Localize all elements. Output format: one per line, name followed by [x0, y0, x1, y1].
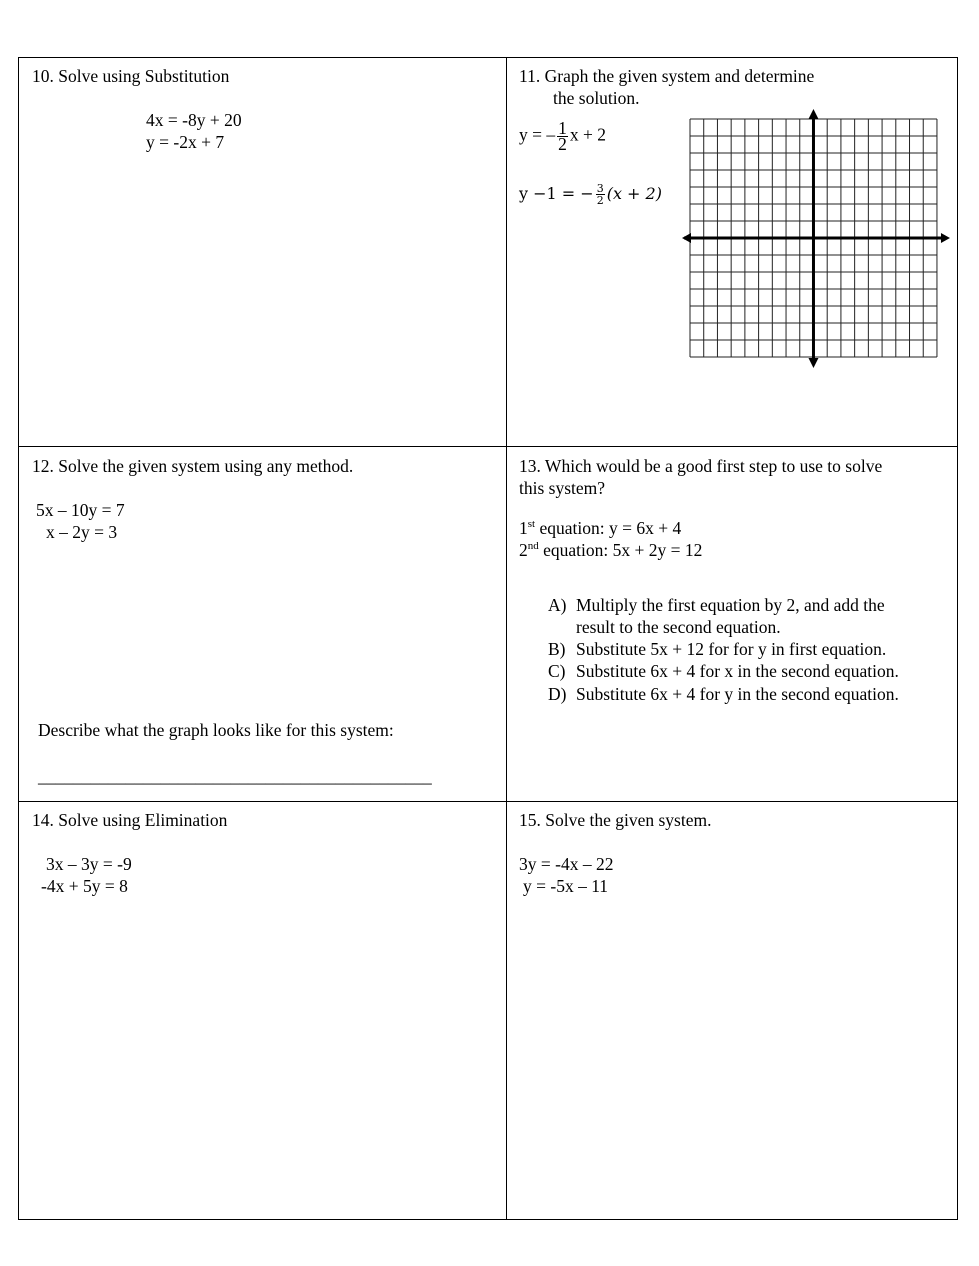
coordinate-grid[interactable] [680, 108, 950, 370]
ordinal-suffix: nd [527, 540, 539, 552]
option-letter: B) [548, 639, 566, 659]
ordinal: 1 [519, 517, 528, 538]
q14-eq2: -4x + 5y = 8 [41, 876, 128, 896]
q10-eq2: y = -2x + 7 [146, 132, 225, 152]
eq-text: y −1 = − [519, 184, 594, 203]
arrow-right-icon [941, 233, 950, 243]
option-a[interactable] [548, 594, 885, 616]
fraction [596, 183, 605, 206]
option-letter: A) [548, 595, 567, 615]
arrow-down-icon [808, 358, 818, 368]
eq-text: y = – [519, 124, 556, 145]
option-text: Substitute 6x + 4 for x in the second equation. [576, 661, 899, 681]
column-divider [506, 57, 507, 1220]
q15-title: 15. Solve the given system. [519, 810, 712, 830]
option-text: Substitute 6x + 4 for y in the second equation. [576, 684, 899, 704]
numerator: 3 [596, 182, 604, 195]
q12-title: 12. Solve the given system using any method. [32, 456, 354, 476]
eq-text: x + 2 [569, 124, 606, 145]
row-divider [18, 801, 958, 802]
q13-eq2 [519, 535, 702, 561]
q10-eq1: 4x = -8y + 20 [146, 110, 242, 130]
q13-title-cont: this system? [519, 478, 606, 498]
denominator: 2 [596, 194, 604, 207]
ordinal: 2 [519, 539, 528, 560]
q12-describe: Describe what the graph looks like for this system: [38, 720, 394, 740]
q12-eq1: 5x – 10y = 7 [36, 500, 125, 520]
arrow-up-icon [808, 109, 818, 119]
option-text: Multiply the first equation by 2, and add the [576, 595, 885, 615]
ordinal-suffix: st [527, 518, 536, 530]
q15-eq2: y = -5x – 11 [523, 876, 609, 896]
q14-eq1: 3x – 3y = -9 [46, 854, 132, 874]
q11-eq1 [519, 118, 606, 154]
option-b[interactable] [548, 638, 887, 660]
option-letter: C) [548, 661, 566, 681]
arrow-left-icon [682, 233, 691, 243]
eq-text: equation: 5x + 2y = 12 [538, 539, 703, 560]
eq-text: (x + 2) [606, 184, 662, 203]
option-d[interactable] [548, 683, 899, 705]
option-letter: D) [548, 684, 567, 704]
numerator: 1 [558, 118, 567, 138]
option-c[interactable] [548, 660, 899, 682]
row-divider [18, 446, 958, 447]
q11-title-cont: the solution. [553, 88, 640, 108]
q15-eq1: 3y = -4x – 22 [519, 854, 614, 874]
q12-eq2: x – 2y = 3 [46, 522, 118, 542]
q10-title: 10. Solve using Substitution [32, 66, 230, 86]
q13-title: 13. Which would be a good first step to use to solve [519, 456, 883, 476]
q12-answer-blank[interactable]: _____________________________________________ [38, 766, 432, 786]
q11-eq2 [519, 183, 662, 206]
denominator: 2 [558, 134, 567, 154]
option-text: Substitute 5x + 12 for for y in first equation. [576, 639, 887, 659]
q14-title: 14. Solve using Elimination [32, 810, 228, 830]
option-a-cont: result to the second equation. [576, 617, 781, 637]
eq-text: equation: y = 6x + 4 [535, 517, 682, 538]
q11-title: 11. Graph the given system and determine [519, 66, 815, 86]
fraction [557, 118, 568, 154]
